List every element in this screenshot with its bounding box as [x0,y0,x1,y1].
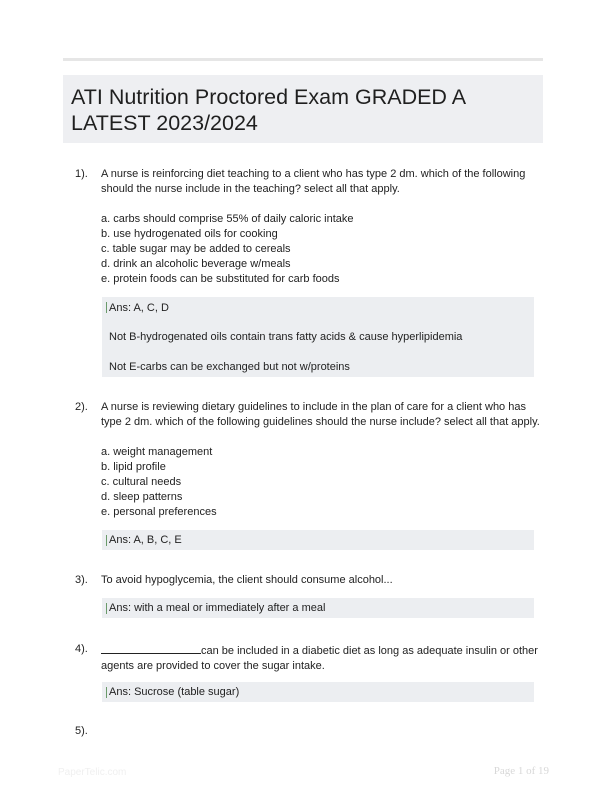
question-number: 2). [75,401,88,413]
answer-marker [106,535,107,546]
question-number: 4). [75,643,88,655]
option-c: c. table sugar may be added to cereals [101,243,291,255]
answer-text: Ans: A, C, D [109,302,169,314]
fill-in-blank [101,642,201,654]
answer-box-3 [102,598,534,618]
answer-text: Ans: Sucrose (table sugar) [109,686,240,698]
answer-marker [106,302,107,313]
question-stem: A nurse is reviewing dietary guidelines to include in the plan of care for a client who has type 2 dm. which of the following guidelines should the nurse include? select all that apply. [101,401,540,428]
question-stem: A nurse is reinforcing diet teaching to a client who has type 2 dm. which of the following should the nurse include in the teaching? select all that apply. [101,168,526,195]
option-e: e. protein foods can be substituted for carb foods [101,273,340,285]
page-indicator: Page 1 of 19 [493,765,549,777]
question-number: 1). [75,168,88,180]
question-stem [101,642,541,674]
answer-explanation: Not B-hydrogenated oils contain trans fatty acids & cause hyperlipidemia [109,331,463,343]
option-a: a. carbs should comprise 55% of daily caloric intake [101,213,354,225]
option-list [101,212,541,287]
answer-explanation: Not E-carbs can be exchanged but not w/proteins [109,361,350,373]
question-number: 5). [75,725,88,737]
question-stem-text: can be included in a diabetic diet as long as adequate insulin or other agents are provided to cover the sugar intake. [101,645,538,672]
option-b: b. use hydrogenated oils for cooking [101,228,278,240]
option-list [101,445,541,520]
option-d: d. drink an alcoholic beverage w/meals [101,258,291,270]
answer-box-1 [102,297,534,377]
footer-site: PaperTelic.com [58,767,127,778]
answer-marker [106,687,107,698]
question-stem: To avoid hypoglycemia, the client should consume alcohol... [101,574,393,586]
title-banner [63,75,543,143]
option-c: c. cultural needs [101,476,182,488]
answer-text: Ans: A, B, C, E [109,534,182,546]
option-d: d. sleep patterns [101,491,183,503]
answer-marker [106,603,107,614]
option-b: b. lipid profile [101,461,166,473]
option-a: a. weight management [101,446,213,458]
answer-text: Ans: with a meal or immediately after a meal [109,602,326,614]
answer-box-2 [102,530,534,550]
answer-box-4 [102,682,534,702]
document-title: ATI Nutrition Proctored Exam GRADED A LATEST 2023/2024 [71,85,465,135]
question-number: 3). [75,574,88,586]
top-rule [63,58,543,61]
option-e: e. personal preferences [101,506,217,518]
